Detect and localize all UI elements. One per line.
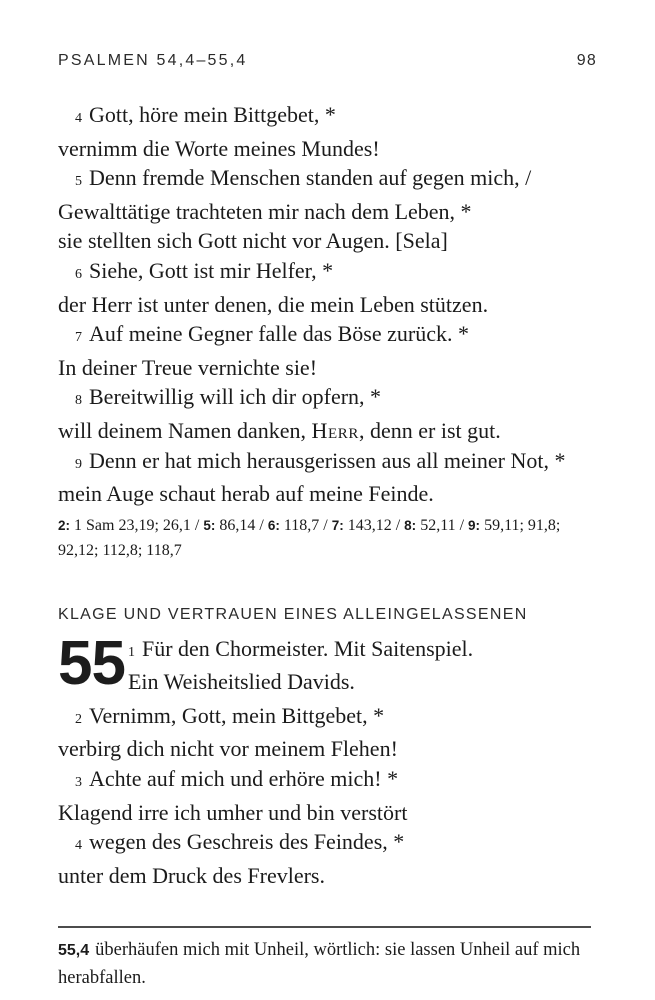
psalm-line (58, 319, 597, 353)
reference-text: 118,7 / (279, 516, 332, 534)
line-text: Gewalttätige trachteten mir nach dem Leben, * (58, 198, 472, 224)
page-number: 98 (576, 52, 597, 69)
psalm-line (58, 134, 597, 164)
psalm-line (58, 798, 597, 828)
line-text: Bereitwillig will ich dir opfern, * (89, 384, 382, 410)
line-text: Vernimm, Gott, mein Bittgebet, * (89, 702, 385, 728)
psalm-line (58, 197, 597, 227)
reference-verse-label: 5: (203, 517, 216, 533)
verse-number: 3 (75, 774, 82, 790)
psalm-line (58, 861, 597, 891)
reference-text: 59,11; 91,8; 92,12; 112,8; 118,7 (58, 516, 561, 560)
verse-number: 4 (75, 111, 82, 126)
line-text: Achte auf mich und erhöre mich! * (89, 765, 399, 791)
line-text: Gott, höre mein Bittgebet, * (89, 102, 336, 127)
running-header (58, 52, 597, 70)
psalm-54-text (58, 100, 597, 509)
divine-name-smallcaps: Herr (311, 417, 360, 443)
verse-number: 9 (75, 456, 82, 472)
reference-verse-label: 6: (267, 517, 280, 533)
psalm-line (58, 479, 597, 509)
line-text: mein Auge schaut herab auf meine Feinde. (58, 481, 434, 507)
line-text: Für den Chormeister. Mit Saitenspiel. (141, 635, 474, 661)
psalm-line (58, 734, 597, 764)
reference-text: 143,12 / (343, 516, 405, 534)
line-text: , denn er ist gut. (359, 417, 501, 443)
verse-number: 5 (75, 174, 82, 190)
psalm-line (58, 100, 597, 134)
header-title: PSALMEN 54,4–55,4 (58, 52, 248, 69)
psalm-line (58, 446, 597, 480)
line-text: der Herr ist unter denen, die mein Leben stützen. (58, 291, 489, 317)
psalm-55-text (58, 701, 597, 891)
section-heading: KLAGE UND VERTRAUEN EINES ALLEINGELASSENEN (58, 605, 528, 623)
reference-verse-label: 9: (468, 517, 481, 533)
chapter-intro-lines (128, 634, 473, 697)
line-text: In deiner Treue vernichte sie! (58, 354, 318, 380)
chapter-opening (58, 628, 597, 698)
footnote-text: überhäufen mich mit Unheil, wörtlich: sie lassen Unheil auf mich herabfallen. (58, 940, 581, 988)
psalm-line (58, 764, 597, 798)
verse-number: 7 (75, 330, 82, 346)
verse-number: 8 (75, 393, 82, 409)
psalm-line (58, 701, 597, 735)
line-text: Denn fremde Menschen standen auf gegen mich, / (89, 165, 532, 191)
line-text: unter dem Druck des Frevlers. (58, 862, 325, 888)
psalm-line (128, 634, 473, 668)
cross-references (58, 513, 597, 564)
psalm-line (58, 226, 597, 256)
reference-text: 86,14 / (215, 516, 268, 534)
verse-number: 1 (127, 644, 135, 660)
line-text: vernimm die Worte meines Mundes! (58, 135, 380, 161)
line-text: will deinem Namen danken, (58, 417, 312, 443)
footnote-rule (58, 926, 591, 928)
reference-text: 52,11 / (416, 516, 469, 534)
verse-number: 2 (75, 711, 82, 727)
reference-verse-label: 2: (58, 517, 71, 533)
line-text: Auf meine Gegner falle das Böse zurück. * (89, 321, 469, 347)
line-text: Denn er hat mich herausgerissen aus all meiner Not, * (89, 447, 566, 473)
psalm-line (58, 827, 597, 861)
footnote-label: 55,4 (58, 942, 90, 960)
verse-number: 4 (75, 838, 82, 854)
chapter-number: 55 (58, 628, 125, 698)
line-text: wegen des Geschreis des Feindes, * (89, 829, 405, 855)
psalm-line (128, 667, 473, 697)
line-text: sie stellten sich Gott nicht vor Augen. [Sela] (58, 228, 448, 254)
reference-verse-label: 7: (331, 517, 344, 533)
psalm-line (58, 382, 597, 416)
verse-number: 6 (75, 266, 82, 282)
psalm-line (58, 290, 597, 320)
line-text: Siehe, Gott ist mir Helfer, * (89, 257, 334, 283)
psalm-line (58, 353, 597, 383)
reference-verse-label: 8: (404, 517, 417, 533)
psalm-line (58, 256, 597, 290)
line-text: verbirg dich nicht vor meinem Flehen! (58, 736, 398, 762)
footnote (58, 937, 597, 991)
reference-text: 1 Sam 23,19; 26,1 / (70, 516, 204, 534)
line-text: Klagend irre ich umher und bin verstört (58, 799, 408, 825)
psalm-line (58, 163, 597, 197)
psalm-line (58, 416, 597, 446)
line-text: Ein Weisheitslied Davids. (127, 669, 355, 695)
